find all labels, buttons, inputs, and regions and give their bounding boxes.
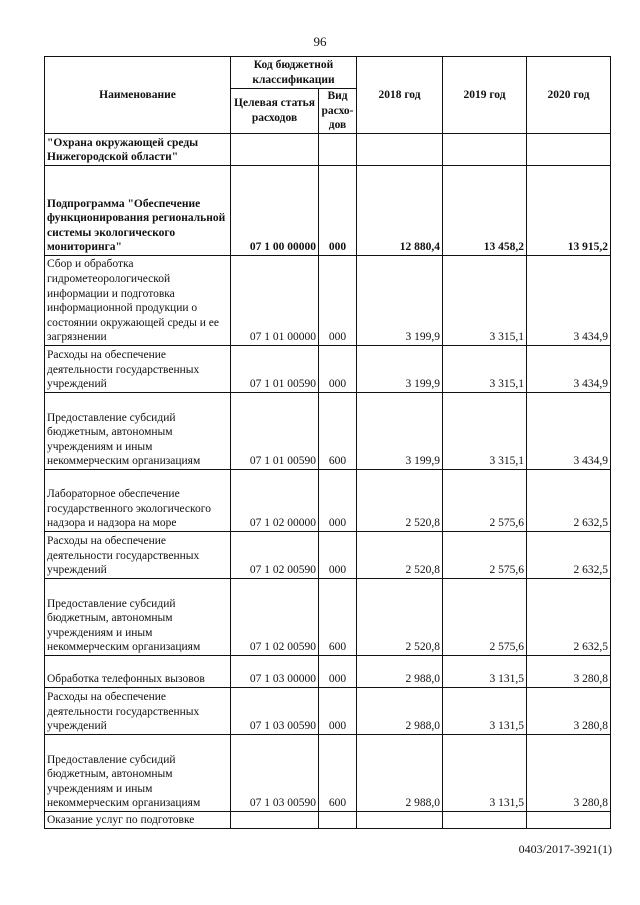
row-code: 07 1 03 00000 — [231, 656, 319, 688]
row-type: 600 — [319, 735, 357, 812]
row-2020: 13 915,2 — [527, 166, 611, 256]
row-2019: 2 575,6 — [443, 579, 527, 656]
row-2019: 2 575,6 — [443, 470, 527, 532]
row-name: Предоставление субсидий бюджетным, автономным учреждениям и иным некоммерческим организациям — [45, 393, 231, 470]
row-2018: 2 520,8 — [357, 532, 443, 579]
row-type — [319, 134, 357, 166]
row-2018: 2 988,0 — [357, 688, 443, 735]
document-code: 0403/2017-3921(1) — [518, 842, 612, 856]
table-row — [45, 812, 611, 829]
row-type: 000 — [319, 470, 357, 532]
row-2019: 3 131,5 — [443, 735, 527, 812]
row-2019 — [443, 134, 527, 166]
row-2019: 13 458,2 — [443, 166, 527, 256]
row-2018 — [357, 134, 443, 166]
row-code: 07 1 03 00590 — [231, 735, 319, 812]
row-2019 — [443, 812, 527, 829]
header-name: Наименование — [45, 57, 231, 134]
row-2020: 3 280,8 — [527, 688, 611, 735]
row-type: 600 — [319, 393, 357, 470]
row-code — [231, 812, 319, 829]
row-2020: 2 632,5 — [527, 579, 611, 656]
row-name: Сбор и обработка гидрометеорологической информации и подготовка информационной продукции о состоянии окружающей среды и ее загрязнении — [45, 256, 231, 346]
table-header — [45, 57, 611, 134]
row-name: Расходы на обеспечение деятельности государственных учреждений — [45, 532, 231, 579]
header-year-2019: 2019 год — [443, 57, 527, 134]
header-year-2018: 2018 год — [357, 57, 443, 134]
row-code: 07 1 00 00000 — [231, 166, 319, 256]
row-2018: 2 520,8 — [357, 470, 443, 532]
table-row — [45, 134, 611, 166]
row-2020: 3 280,8 — [527, 656, 611, 688]
table-row — [45, 579, 611, 656]
row-type: 000 — [319, 532, 357, 579]
row-type: 000 — [319, 256, 357, 346]
row-2018: 2 520,8 — [357, 579, 443, 656]
row-2019: 3 131,5 — [443, 656, 527, 688]
table-row — [45, 656, 611, 688]
row-code: 07 1 01 00590 — [231, 393, 319, 470]
row-2018: 3 199,9 — [357, 393, 443, 470]
row-2018: 3 199,9 — [357, 256, 443, 346]
header-year-2020: 2020 год — [527, 57, 611, 134]
row-2018: 2 988,0 — [357, 656, 443, 688]
row-2019: 3 315,1 — [443, 393, 527, 470]
row-2019: 2 575,6 — [443, 532, 527, 579]
budget-table — [44, 56, 611, 829]
table-row — [45, 346, 611, 393]
row-name: Предоставление субсидий бюджетным, автономным учреждениям и иным некоммерческим организациям — [45, 579, 231, 656]
row-2019: 3 315,1 — [443, 346, 527, 393]
row-2020: 3 434,9 — [527, 256, 611, 346]
table-row — [45, 166, 611, 256]
row-name: Обработка телефонных вызовов — [45, 656, 231, 688]
row-2018: 12 880,4 — [357, 166, 443, 256]
table-row — [45, 470, 611, 532]
row-type: 000 — [319, 688, 357, 735]
row-name: Предоставление субсидий бюджетным, автономным учреждениям и иным некоммерческим организациям — [45, 735, 231, 812]
row-type: 600 — [319, 579, 357, 656]
table-row — [45, 735, 611, 812]
table-row — [45, 532, 611, 579]
row-name: "Охрана окружающей среды Нижегородской области" — [45, 134, 231, 166]
row-name: Оказание услуг по подготовке — [45, 812, 231, 829]
row-2020 — [527, 134, 611, 166]
page-number: 96 — [313, 34, 327, 49]
row-2018: 3 199,9 — [357, 346, 443, 393]
row-2019: 3 131,5 — [443, 688, 527, 735]
row-2018 — [357, 812, 443, 829]
row-2020: 3 280,8 — [527, 735, 611, 812]
row-name: Расходы на обеспечение деятельности государственных учреждений — [45, 688, 231, 735]
row-2018: 2 988,0 — [357, 735, 443, 812]
row-code: 07 1 01 00590 — [231, 346, 319, 393]
header-target-article: Целевая статья расходов — [231, 89, 319, 134]
row-2020: 3 434,9 — [527, 393, 611, 470]
row-code: 07 1 02 00590 — [231, 532, 319, 579]
row-code — [231, 134, 319, 166]
row-code: 07 1 03 00590 — [231, 688, 319, 735]
row-2020: 3 434,9 — [527, 346, 611, 393]
table-row — [45, 393, 611, 470]
row-2020 — [527, 812, 611, 829]
row-code: 07 1 02 00000 — [231, 470, 319, 532]
row-2019: 3 315,1 — [443, 256, 527, 346]
row-type: 000 — [319, 346, 357, 393]
row-code: 07 1 01 00000 — [231, 256, 319, 346]
row-type: 000 — [319, 656, 357, 688]
table-body — [45, 134, 611, 829]
table-row — [45, 256, 611, 346]
row-code: 07 1 02 00590 — [231, 579, 319, 656]
row-name: Подпрограмма "Обеспечение функционирования региональной системы экологического мониторинга" — [45, 166, 231, 256]
row-name: Расходы на обеспечение деятельности государственных учреждений — [45, 346, 231, 393]
row-2020: 2 632,5 — [527, 470, 611, 532]
row-type — [319, 812, 357, 829]
row-type: 000 — [319, 166, 357, 256]
header-expense-type: Вид расхо-дов — [319, 89, 357, 134]
row-2020: 2 632,5 — [527, 532, 611, 579]
table-row — [45, 688, 611, 735]
row-name: Лабораторное обеспечение государственного экологического надзора и надзора на море — [45, 470, 231, 532]
header-classification: Код бюджетной классификации — [231, 57, 357, 89]
